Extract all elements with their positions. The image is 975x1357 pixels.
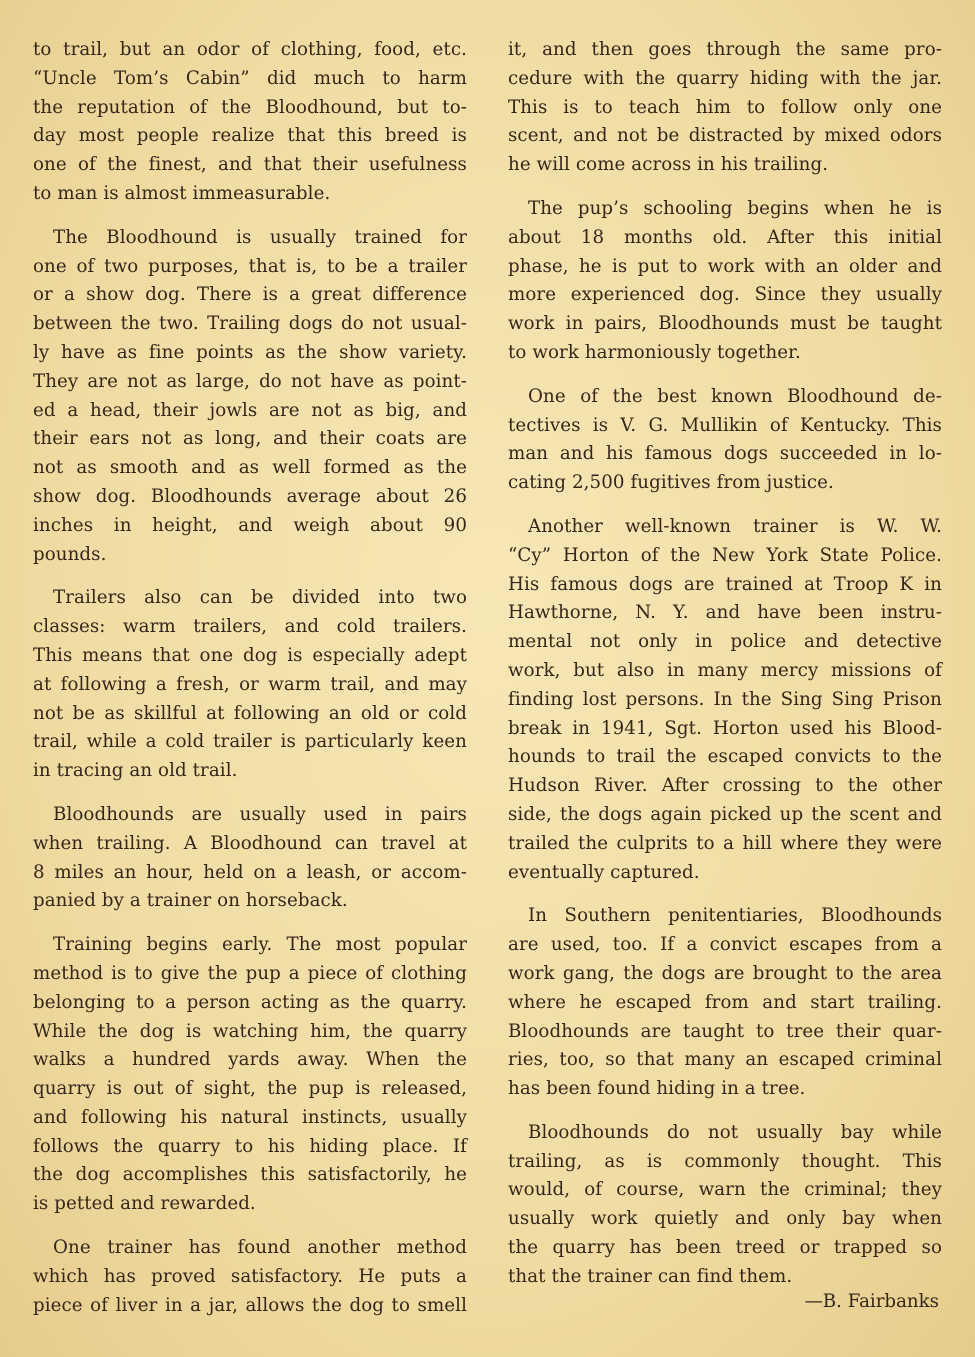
text-line: tectives is V. G. Mullikin of Kentucky. This [508, 414, 942, 436]
paragraph [508, 513, 942, 887]
author-signature: —B. Fairbanks [804, 1291, 939, 1312]
paragraph [508, 36, 942, 180]
text-line: work in pairs, Bloodhounds must be taught [508, 313, 942, 335]
text-line: side, the dogs again picked up the scent and [508, 803, 942, 825]
text-line: scent, and not be distracted by mixed odors [508, 125, 942, 147]
text-line: follows the quarry to his hiding place. If [33, 1135, 467, 1157]
text-line: In Southern penitentiaries, Bloodhounds [528, 905, 942, 927]
text-line: in tracing an old trail. [33, 760, 238, 782]
text-line: show dog. Bloodhounds average about 26 [33, 485, 467, 507]
text-line: One trainer has found another method [53, 1237, 467, 1259]
text-line: to man is almost immeasurable. [33, 182, 331, 204]
text-line: The Bloodhound is usually trained for [53, 226, 467, 248]
paragraph [508, 195, 942, 368]
text-line: and following his natural instincts, usually [33, 1106, 467, 1128]
text-line: that the trainer can find them. [508, 1265, 793, 1287]
text-line: it, and then goes through the same pro- [508, 39, 942, 60]
text-line: eventually captured. [508, 861, 700, 883]
text-line: While the dog is watching him, the quarry [33, 1020, 467, 1042]
text-line: work, but also in many mercy missions of [508, 659, 942, 681]
text-line: when trailing. A Bloodhound can travel at [33, 832, 467, 854]
text-line: break in 1941, Sgt. Horton used his Blood- [508, 717, 942, 739]
text-line: Bloodhounds do not usually bay while [528, 1121, 942, 1143]
text-line: finding lost persons. In the Sing Sing Prison [508, 688, 942, 710]
text-line: “Cy” Horton of the New York State Police. [508, 544, 942, 566]
text-line: day most people realize that this breed is [33, 125, 467, 147]
text-line: This is to teach him to follow only one [508, 96, 942, 118]
text-line: trailing, as is commonly thought. This [508, 1150, 942, 1172]
text-line: ly have as fine points as the show variety. [33, 341, 467, 363]
text-line: cating 2,500 fugitives from justice. [508, 472, 834, 494]
text-line: inches in height, and weigh about 90 [33, 514, 467, 536]
text-line: piece of liver in a jar, allows the dog to smell [33, 1294, 467, 1316]
text-line: man and his famous dogs succeeded in lo- [508, 443, 942, 465]
text-line: the dog accomplishes this satisfactorily, he [33, 1164, 467, 1186]
text-line: Training begins early. The most popular [53, 934, 467, 956]
text-line: Hawthorne, N. Y. and have been instru- [508, 602, 942, 624]
text-line: their ears not as long, and their coats are [33, 428, 467, 450]
text-line: the quarry has been treed or trapped so [508, 1237, 942, 1259]
text-line: His famous dogs are trained at Troop K in [508, 573, 942, 595]
text-line: he will come across in his trailing. [508, 154, 829, 176]
text-line: more experienced dog. Since they usually [508, 284, 942, 306]
text-line: which has proved satisfactory. He puts a [33, 1265, 467, 1287]
text-line: Trailers also can be divided into two [53, 587, 467, 609]
text-line: are used, too. If a convict escapes from a [508, 934, 942, 956]
text-line: The pup’s schooling begins when he is [528, 197, 942, 219]
text-line: pounds. [33, 543, 107, 565]
text-line: Hudson River. After crossing to the other [508, 775, 942, 797]
paragraph [508, 902, 942, 1104]
text-line: not as smooth and as well formed as the [33, 457, 467, 479]
text-line: or a show dog. There is a great difference [33, 284, 467, 306]
text-line: mental not only in police and detective [508, 631, 942, 653]
text-line: between the two. Trailing dogs do not usual- [33, 313, 467, 335]
text-line: walks a hundred yards away. When the [33, 1049, 467, 1071]
paragraph [33, 584, 467, 786]
paragraph [33, 224, 467, 570]
text-line: ries, too, so that many an escaped criminal [508, 1049, 942, 1071]
text-line: 8 miles an hour, held on a leash, or accom- [33, 861, 467, 883]
text-line: Bloodhounds are taught to tree their quar- [508, 1020, 942, 1042]
text-line: This means that one dog is especially adept [33, 644, 467, 666]
text-line: classes: warm trailers, and cold trailers. [33, 616, 467, 638]
text-line: Another well-known trainer is W. W. [528, 515, 942, 537]
paragraph [33, 801, 467, 916]
paragraph [508, 383, 942, 498]
text-line: at following a fresh, or warm trail, and may [33, 673, 467, 695]
text-line: the reputation of the Bloodhound, but to- [33, 96, 467, 118]
text-line: work gang, the dogs are brought to the area [508, 962, 942, 984]
paragraph [33, 36, 467, 209]
right-column [508, 36, 942, 1307]
text-line: where he escaped from and start trailing. [508, 991, 942, 1013]
text-line: phase, he is put to work with an older and [508, 255, 942, 277]
text-line: quarry is out of sight, the pup is released, [33, 1078, 467, 1100]
text-line: They are not as large, do not have as point- [33, 370, 467, 392]
text-line: panied by a trainer on horseback. [33, 890, 348, 912]
text-line: belonging to a person acting as the quarry. [33, 991, 467, 1013]
paragraph [508, 1119, 942, 1292]
text-line: one of the finest, and that their usefulness [33, 154, 467, 176]
text-line: trail, while a cold trailer is particularly keen [33, 731, 467, 753]
text-line: One of the best known Bloodhound de- [528, 385, 942, 407]
text-line: would, of course, warn the criminal; they [508, 1179, 942, 1201]
text-line: not be as skillful at following an old or cold [33, 702, 467, 724]
text-line: usually work quietly and only bay when [508, 1208, 942, 1230]
text-line: “Uncle Tom’s Cabin” did much to harm [33, 67, 467, 89]
text-line: method is to give the pup a piece of clothing [33, 962, 467, 984]
text-line: trailed the culprits to a hill where they were [508, 832, 942, 854]
text-line: has been found hiding in a tree. [508, 1078, 806, 1100]
text-line: hounds to trail the escaped convicts to the [508, 746, 942, 768]
text-line: Bloodhounds are usually used in pairs [53, 803, 467, 825]
text-line: is petted and rewarded. [33, 1193, 256, 1215]
text-line: to trail, but an odor of clothing, food, etc. [33, 39, 467, 60]
text-line: to work harmoniously together. [508, 341, 801, 363]
text-line: cedure with the quarry hiding with the jar. [508, 67, 942, 89]
text-line: ed a head, their jowls are not as big, and [33, 399, 467, 421]
text-line: one of two purposes, that is, to be a trailer [33, 255, 467, 277]
left-column [33, 36, 467, 1335]
paragraph [33, 931, 467, 1219]
paragraph [33, 1234, 467, 1320]
text-line: about 18 months old. After this initial [508, 226, 942, 248]
